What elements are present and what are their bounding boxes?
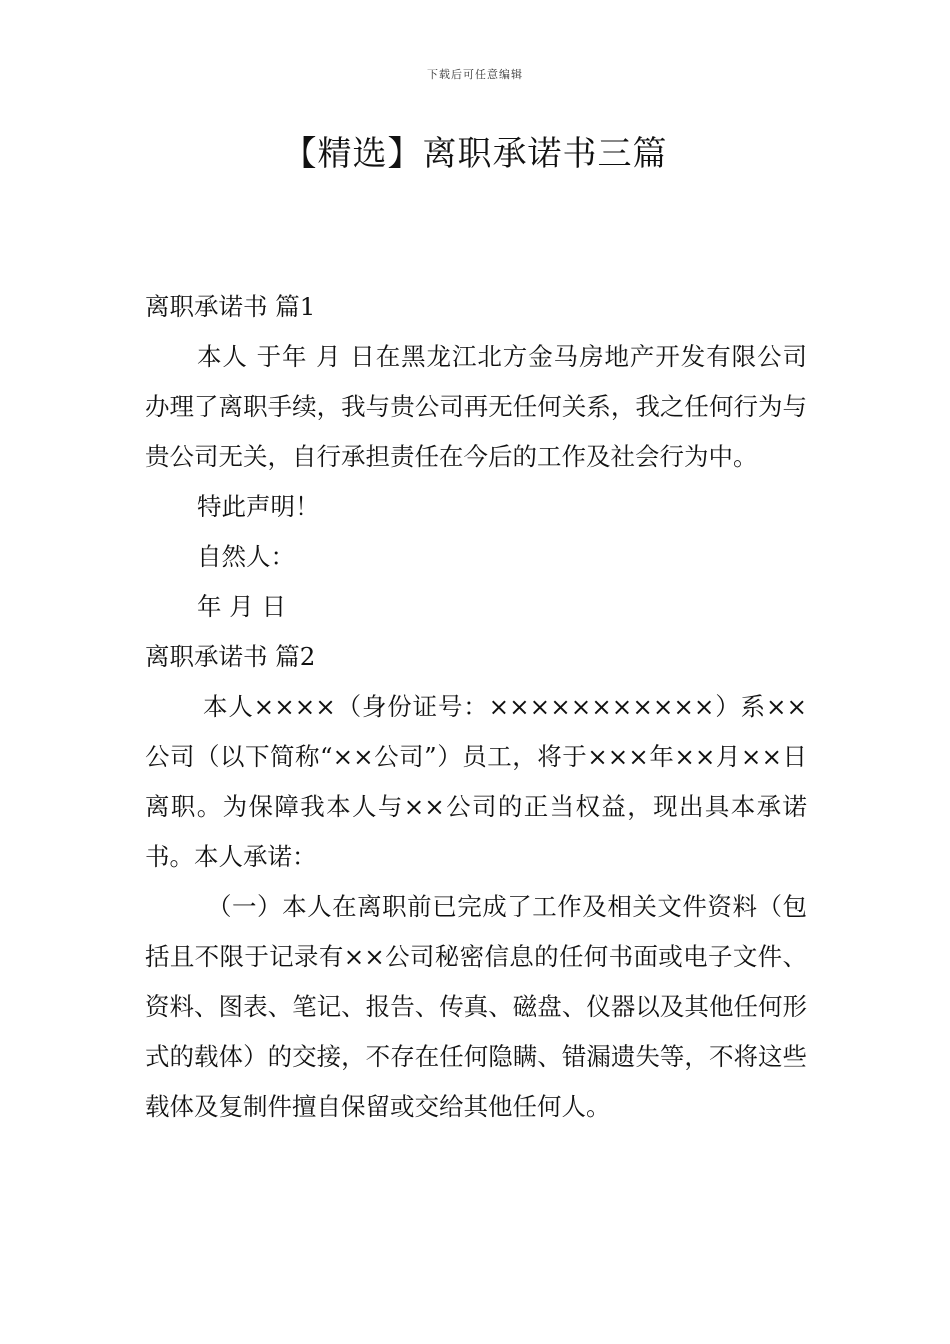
section-1-date-line: 年 月 日	[197, 592, 287, 621]
document-title: 【精选】离职承诺书三篇	[282, 134, 668, 174]
section-1-signature-line: 自然人：	[197, 542, 295, 571]
section-1-heading: 离职承诺书 篇1	[145, 292, 316, 321]
section-1-declaration: 特此声明！	[197, 492, 320, 521]
section-1-paragraph: 本人 于年 月 日在黑龙江北方金马房地产开发有限公司办理了离职手续，我与贵公司再无任何关系，我之任何行为与贵公司无关，自行承担责任在今后的工作及社会行为中。	[145, 342, 807, 471]
document-body	[145, 282, 807, 1132]
page-header-note: 下载后可任意编辑	[427, 68, 523, 81]
section-2-item-1-paragraph: （一）本人在离职前已完成了工作及相关文件资料（包括且不限于记录有××公司秘密信息的任何书面或电子文件、资料、图表、笔记、报告、传真、磁盘、仪器以及其他任何形式的载体）的交接，不存在任何隐瞒、错漏遗失等，不将这些载体及复制件擅自保留或交给其他任何人。	[145, 892, 807, 1121]
section-2-intro-paragraph: 本人××××（身份证号：×××××××××××）系××公司（以下简称“××公司”）员工，将于×××年××月××日离职。为保障我本人与××公司的正当权益，现出具本承诺书。本人承诺：	[145, 692, 807, 871]
section-2-heading: 离职承诺书 篇2	[145, 642, 316, 671]
